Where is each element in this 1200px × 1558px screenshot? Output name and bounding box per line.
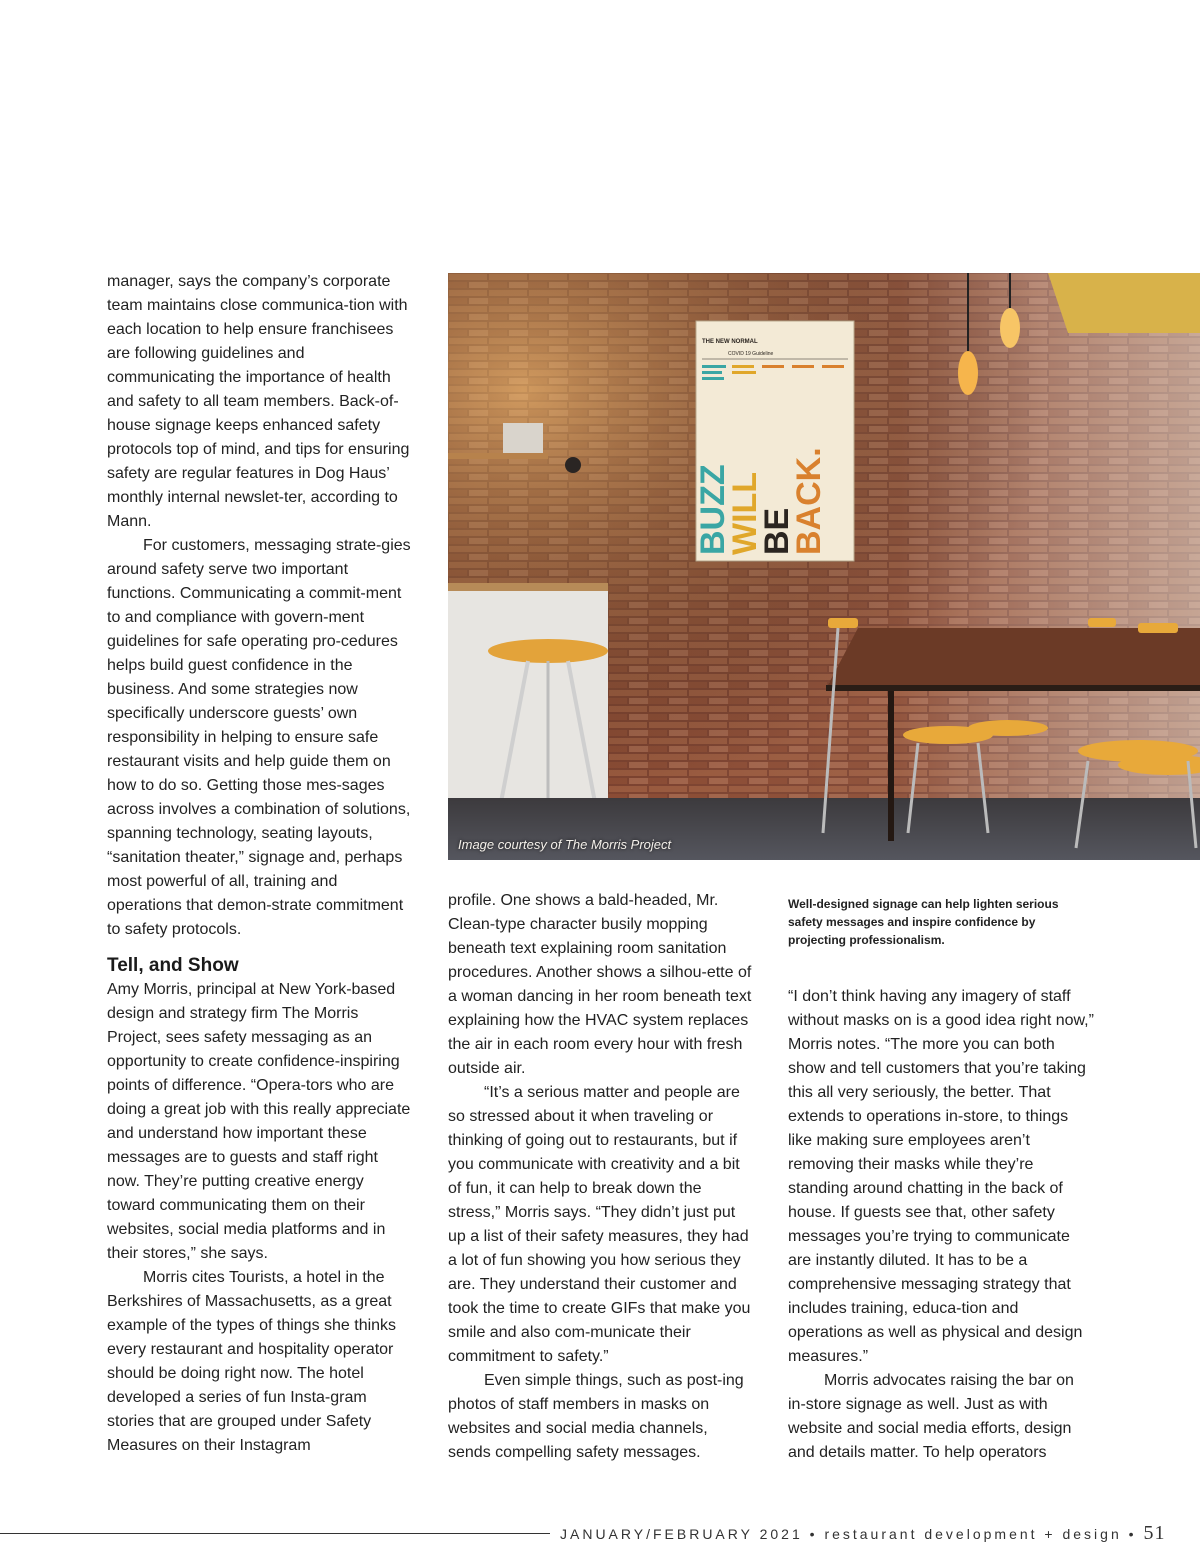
counter: [448, 583, 608, 798]
photo-caption: Well-designed signage can help lighten serious safety messages and inspire confidence by projecting professionalism.: [788, 897, 1059, 947]
poster: [694, 321, 854, 561]
poster-word: WILL: [726, 471, 764, 555]
paragraph: “It’s a serious matter and people are so stressed about it when traveling or thinking of going out to restaurants, but if you communicate with creativity and a bit of fun, it can help to break down the stress,” Morris says. “They didn’t just put up a list of their safety measures, they had a lot of fun showing you how serious they are. They understand their customer and took the time to create GIFs that make you smile and also com-municate their commitment to safety.”: [448, 1084, 751, 1365]
photo-credit: Image courtesy of The Morris Project: [458, 837, 672, 852]
paragraph: profile. One shows a bald-headed, Mr. Clean-type character busily mopping beneath text explaining room sanitation procedures. Another shows a silhou-ette of a woman dancing in her room beneath text explaining how the HVAC system replaces the air in each room every hour with fresh outside air.: [448, 892, 752, 1077]
article-column-3: [788, 985, 1094, 1465]
paragraph: Amy Morris, principal at New York-based design and strategy firm The Morris Project, sees safety messaging as an opportunity to create confidence-inspiring points of difference. “Opera-tors who are doing a great job with this really appreciate and understand how important these messages are to guests and staff right now. They’re putting creative energy toward communicating them on their websites, social media platforms and in their stores,” she says.: [107, 981, 411, 1262]
paragraph: For customers, messaging strate-gies around safety serve two important functions. Communicating a commit-ment to and compliance with govern-ment guidelines for safe operating pro-cedures helps build guest confidence in the business. And some strategies now specifically underscore guests’ own responsibility in helping to ensure safe restaurant visits and help guide them on how to do so. Getting those mes-sages across involves a combination of solutions, spanning technology, seating layouts, “sanitation theater,” signage and, perhaps most powerful of all, training and operations that demon-strate commitment to safety protocols.: [107, 537, 411, 938]
pendant-bulb: [1000, 308, 1020, 348]
issue-date: JANUARY/FEBRUARY 2021: [560, 1526, 803, 1542]
cafe-interior-illustration: [448, 273, 1200, 860]
wooden-table: [828, 628, 1200, 685]
footer-bullet: •: [809, 1526, 818, 1542]
poster-word: BE: [758, 507, 796, 555]
paragraph: “I don’t think having any imagery of staff without masks on is a good idea right now,” Morris notes. “The more you can both show and tell customers that you’re taking this all very seriously, the better. That extends to operations in-store, to things like making sure employees aren’t removing their masks while they’re standing around chatting in the back of house. If guests see that, other safety messages you’re trying to communicate are instantly diluted. It has to be a comprehensive messaging strategy that includes training, educa-tion and operations as well as physical and design measures.”: [788, 988, 1094, 1365]
page-number: 51: [1143, 1522, 1166, 1544]
article-photo: [448, 273, 1200, 860]
paragraph: Morris advocates raising the bar on in-store signage as well. Just as with website and social media efforts, design and details matter. To help operators: [788, 1372, 1074, 1461]
bar-stool: [488, 639, 608, 663]
magazine-name: restaurant development + design: [824, 1526, 1122, 1542]
poster-word: BACK.: [790, 447, 828, 555]
pendant-bulb: [958, 351, 978, 395]
paragraph: manager, says the company’s corporate team maintains close communica-tion with each location to help ensure franchisees are following guidelines and communicating the importance of health and safety to all team members. Back-of-house signage keeps enhanced safety protocols top of mind, and tips for ensuring safety are regular features in Dog Haus’ monthly internal newslet-ter, according to Mann.: [107, 273, 410, 530]
paragraph: Morris cites Tourists, a hotel in the Berkshires of Massachusetts, as a great example of the types of things she thinks every restaurant and hospitality operator should be doing right now. The hotel developed a series of fun Insta-gram stories that are grouped under Safety Measures on their Instagram: [107, 1269, 397, 1454]
page-footer: [560, 1522, 1166, 1544]
article-column-2: [448, 889, 754, 1465]
section-heading: Tell, and Show: [107, 955, 239, 976]
footer-rule: [0, 1533, 550, 1534]
poster-header: THE NEW NORMAL: [702, 339, 758, 345]
wall-shelf: [448, 453, 548, 459]
poster-word: BUZZ: [694, 464, 732, 555]
article-column-1: [107, 270, 412, 1458]
poster-subheader: COVID 19 Guideline: [728, 351, 774, 357]
footer-bullet: •: [1128, 1526, 1137, 1542]
paragraph: Even simple things, such as post-ing photos of staff members in masks on websites and social media channels, sends compelling safety messages.: [448, 1372, 744, 1461]
ceiling-beam: [1048, 273, 1200, 333]
